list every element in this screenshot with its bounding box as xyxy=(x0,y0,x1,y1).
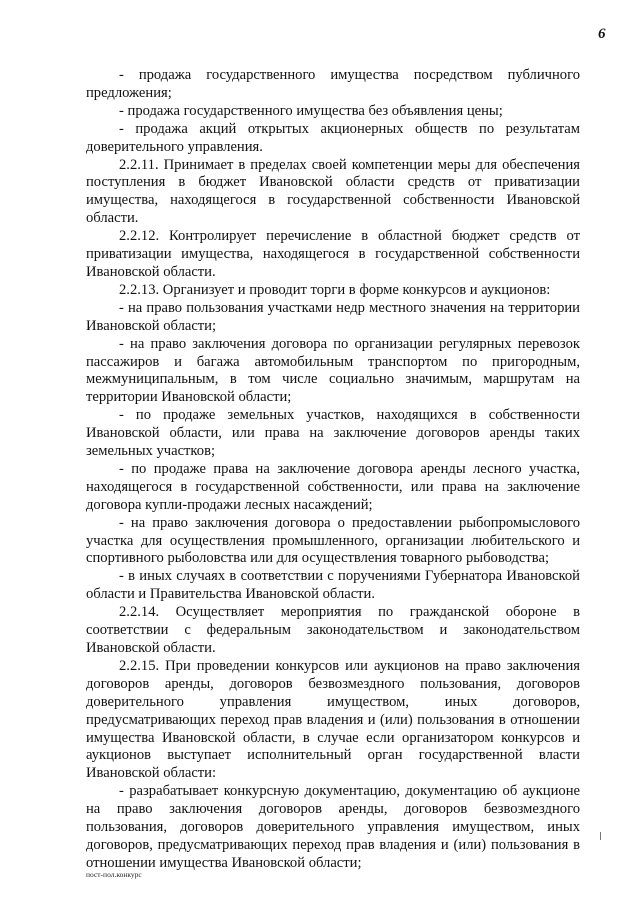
clause-2-2-11: 2.2.11. Принимает в пределах своей компетенции меры для обеспечения поступления в бюджет Ивановской области средств от приватизации имущества, находящегося в государственной собственности Ивановской области. xyxy=(86,156,580,227)
bullet-share-sale: - продажа акций открытых акционерных обществ по результатам доверительного управления. xyxy=(86,120,580,155)
bullet-sale-without-price: - продажа государственного имущества без объявления цены; xyxy=(119,102,503,119)
footer-filename: пост-пол.конкурс xyxy=(86,870,142,879)
clause-2-2-12: 2.2.12. Контролирует перечисление в областной бюджет средств от приватизации имущества, находящегося в государственной собственности Ивановской области. xyxy=(86,228,580,280)
page-number: 6 xyxy=(598,26,606,42)
bullet-fishing-plot: - на право заключения договора о предоставлении рыбопромыслового участка для осуществления промышленного, организации любительского и спортивного рыболовства или для осуществления товарного рыбоводства; xyxy=(86,514,580,567)
clause-2-2-14: 2.2.14. Осуществляет мероприятия по гражданской обороне в соответствии с федеральным законодательством и законодательством Ивановской области. xyxy=(86,604,580,656)
bullet-forest-plot: - по продаже права на заключение договора аренды лесного участка, находящегося в государственной собственности, или права на заключение договора купли-продажи лесных насаждений; xyxy=(86,460,580,513)
clause-2-2-13: 2.2.13. Организует и проводит торги в форме конкурсов и аукционов: xyxy=(119,281,551,298)
bullet-passenger-transport: - на право заключения договора по организации регулярных перевозок пассажиров и багажа автомобильным транспортом по пригородным, межмуниципальным, в том числе социально значимым, маршрутам на территории Ивановской области; xyxy=(86,335,580,406)
bullet-land-plots: - по продаже земельных участков, находящихся в собственности Ивановской области, или права на заключение договоров аренды таких земельных участков; xyxy=(86,407,580,460)
bullet-tender-documentation: - разрабатывает конкурсную документацию, документацию об аукционе на право заключения договоров аренды, договоров безвозмездного пользования, договоров доверительного управления имуществом, иных договоров, предусматривающих переход прав владения и (или) пользования в отношении имущества Ивановской области; xyxy=(86,783,580,871)
bullet-other-cases: - в иных случаях в соответствии с поручениями Губернатора Ивановской области и Правительства Ивановской области. xyxy=(86,568,580,603)
bullet-public-offer: - продажа государственного имущества посредством публичного предложения; xyxy=(86,67,580,101)
bullet-subsoil-use: - на право пользования участками недр местного значения на территории Ивановской области; xyxy=(86,299,580,334)
scan-speck xyxy=(600,832,601,840)
clause-2-2-15: 2.2.15. При проведении конкурсов или аукционов на право заключения договоров аренды, договоров безвозмездного пользования, договоров доверительного управления имуществом, иных договоров, предусматривающих переход прав владения и (или) пользования в отношении имущества Ивановской области, в случае если организатором конкурсов и аукционов выступает исполнительный орган государственной власти Ивановской области: xyxy=(86,657,580,782)
document-body xyxy=(86,67,580,873)
